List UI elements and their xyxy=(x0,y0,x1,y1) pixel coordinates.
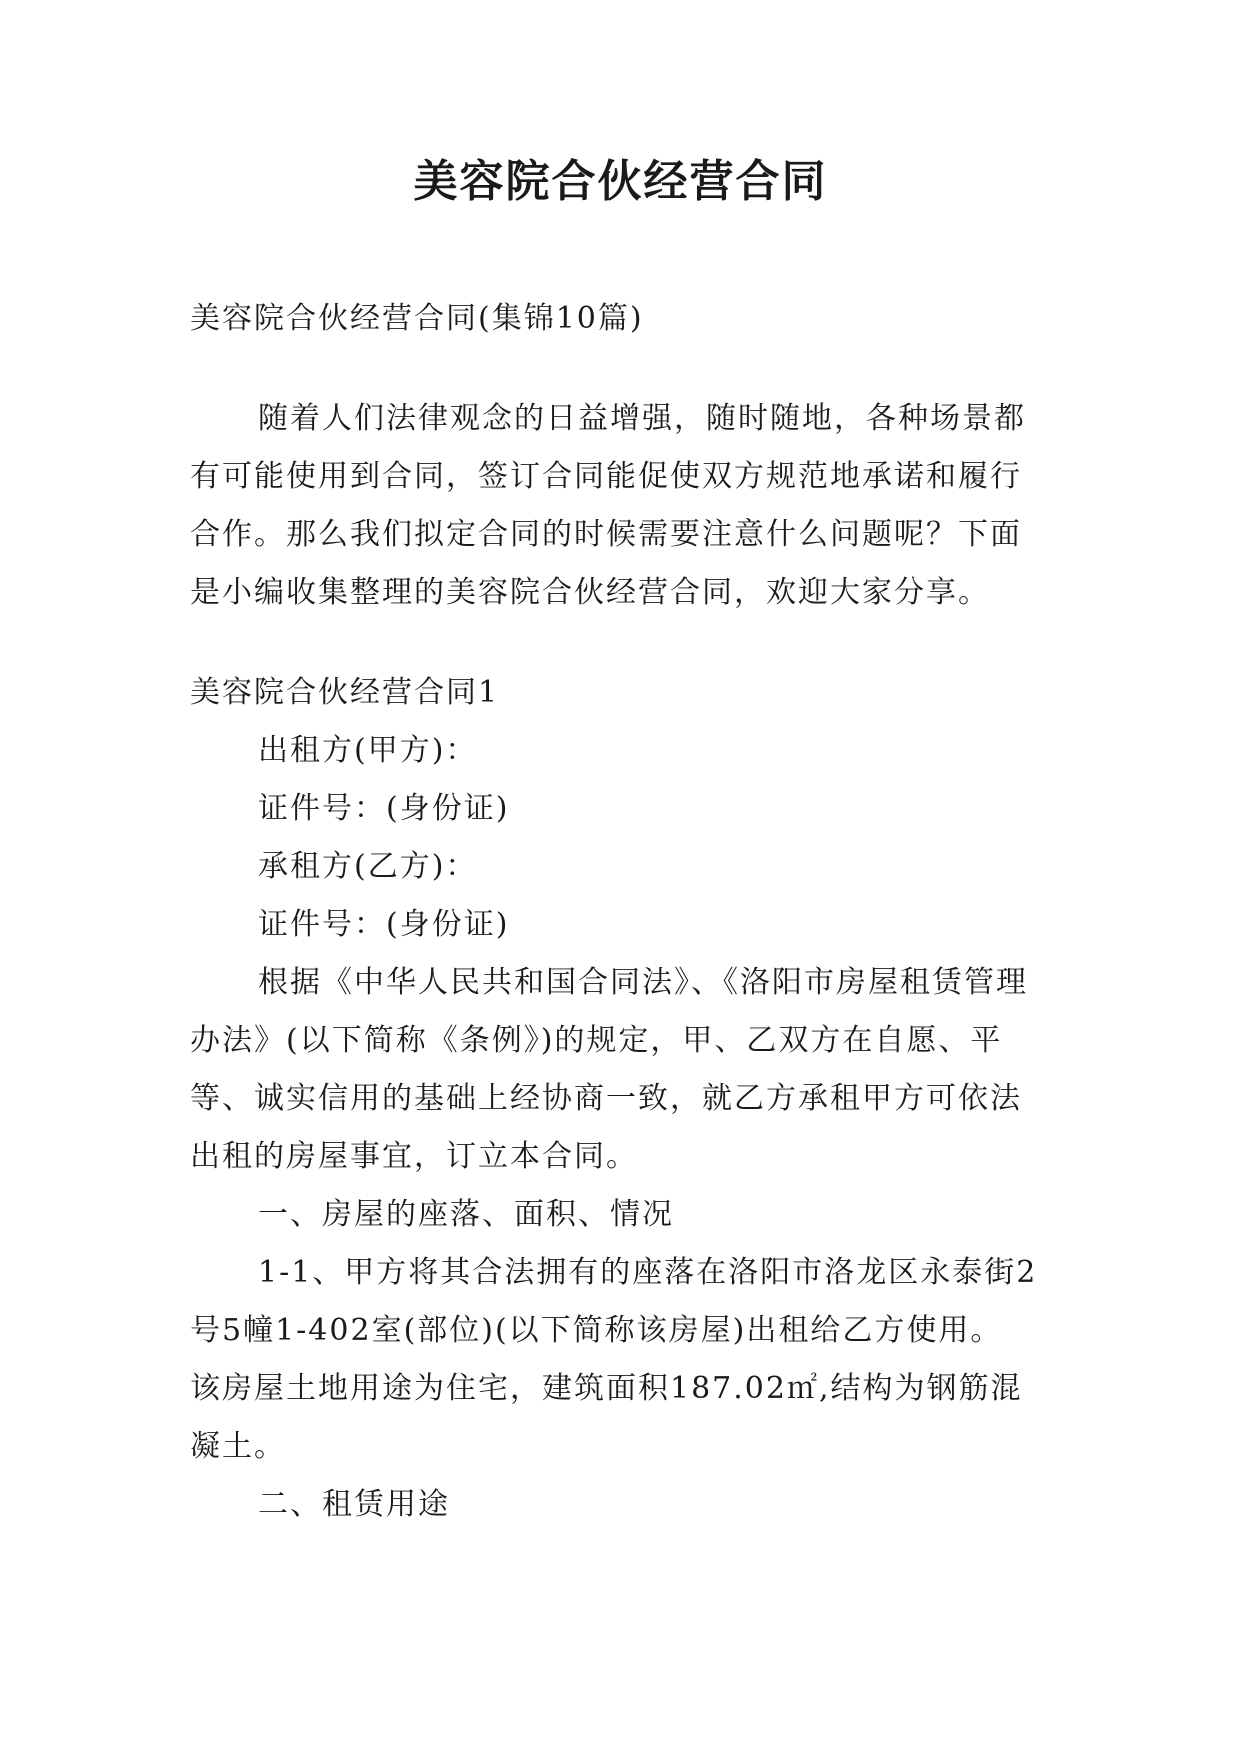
party-line: 承租方(乙方)： xyxy=(258,849,478,884)
intro-line: 是小编收集整理的美容院合伙经营合同，欢迎大家分享。 xyxy=(190,575,990,610)
clause-heading: 一、房屋的座落、面积、情况 xyxy=(258,1197,674,1232)
clause-line: 凝土。 xyxy=(190,1429,286,1464)
clause-line: 该房屋土地用途为住宅，建筑面积187.02㎡,结构为钢筋混 xyxy=(190,1371,1023,1406)
party-line: 证件号：(身份证) xyxy=(258,907,510,942)
intro-line: 合作。那么我们拟定合同的时候需要注意什么问题呢？下面 xyxy=(190,517,1022,552)
party-line: 证件号：(身份证) xyxy=(258,791,510,826)
document-title: 美容院合伙经营合同 xyxy=(413,156,828,207)
clause-heading: 二、租赁用途 xyxy=(258,1487,450,1522)
basis-line: 等、诚实信用的基础上经协商一致，就乙方承租甲方可依法 xyxy=(190,1081,1022,1116)
basis-line: 出租的房屋事宜，订立本合同。 xyxy=(190,1139,638,1174)
basis-line: 根据《中华人民共和国合同法》、《洛阳市房屋租赁管理 xyxy=(258,965,1028,1000)
clause-line: 1-1、甲方将其合法拥有的座落在洛阳市洛龙区永泰街2 xyxy=(258,1255,1038,1290)
basis-line: 办法》(以下简称《条例》)的规定，甲、乙双方在自愿、平 xyxy=(190,1023,1003,1058)
intro-line: 有可能使用到合同，签订合同能促使双方规范地承诺和履行 xyxy=(190,459,1022,494)
section-heading: 美容院合伙经营合同1 xyxy=(190,675,500,710)
clause-line: 号5幢1-402室(部位)(以下简称该房屋)出租给乙方使用。 xyxy=(190,1313,1003,1348)
document-body xyxy=(190,290,1060,1534)
intro-line: 随着人们法律观念的日益增强，随时随地，各种场景都 xyxy=(258,401,1026,436)
document-subtitle: 美容院合伙经营合同(集锦10篇) xyxy=(190,301,644,336)
party-line: 出租方(甲方)： xyxy=(258,733,478,768)
